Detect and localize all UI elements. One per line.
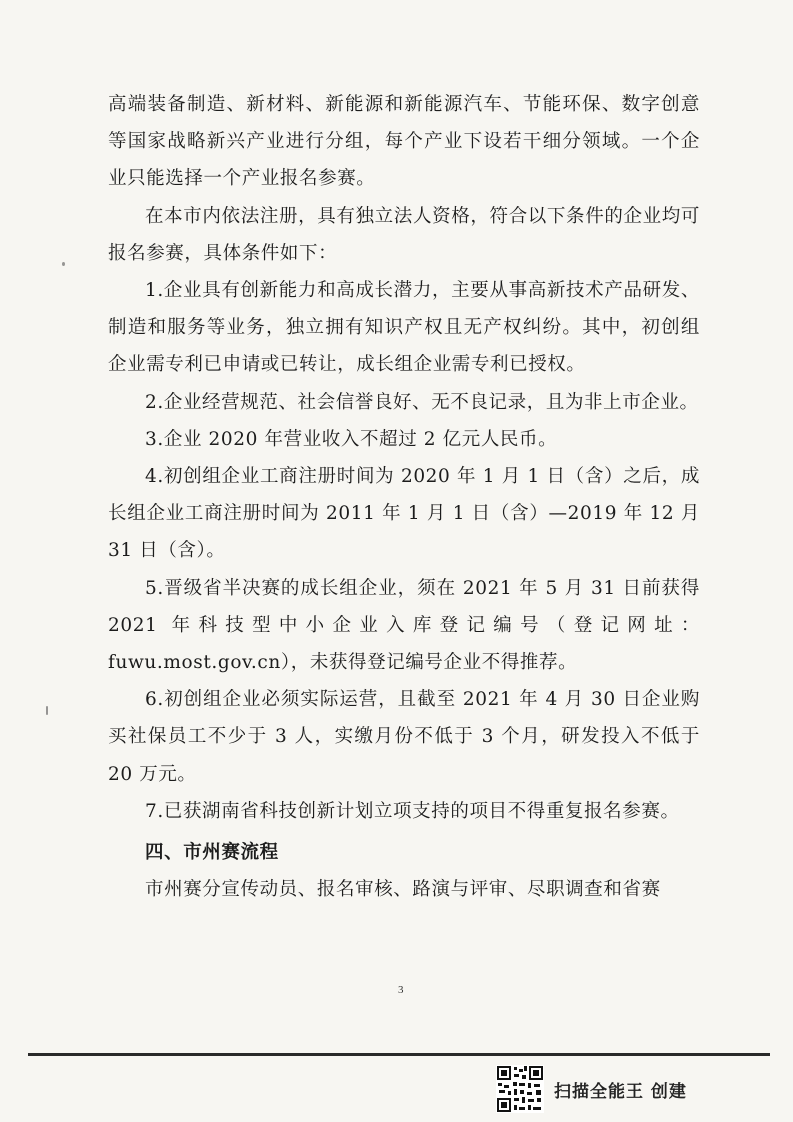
paragraph-condition-2: 2.企业经营规范、社会信誉良好、无不良记录，且为非上市企业。 bbox=[145, 391, 699, 413]
watermark-text: 扫描全能王 创建 bbox=[554, 1081, 687, 1102]
section-heading-process: 四、市州赛流程 bbox=[145, 842, 279, 864]
paragraph-condition-6: 6.初创组企业必须实际运营，且截至 2021 年 4 月 30 日企业购买社保员工不少于 3 人，实缴月份不低于 3 个月，研发投入不低于 20 万元。 bbox=[108, 689, 700, 785]
page-bottom-rule bbox=[28, 1053, 770, 1056]
qr-code-icon bbox=[496, 1065, 544, 1113]
scanner-watermark bbox=[496, 1062, 716, 1116]
page-number: 3 bbox=[398, 984, 404, 996]
paragraph-condition-4: 4.初创组企业工商注册时间为 2020 年 1 月 1 日（含）之后，成长组企业工商注册时间为 2011 年 1 月 1 日（含）—2019 年 12 月 31 日（含）。 bbox=[108, 466, 700, 562]
paragraph-condition-5: 5.晋级省半决赛的成长组企业，须在 2021 年 5 月 31 日前获得 2021 年科技型中小企业入库登记编号（登记网址：fuwu.most.gov.cn），未获得登记编号企业不得推荐。 bbox=[108, 577, 700, 674]
paragraph-condition-1: 1.企业具有创新能力和高成长潜力，主要从事高新技术产品研发、制造和服务等业务，独立拥有知识产权且无产权纠纷。其中，初创组企业需专利已申请或已转让，成长组企业需专利已授权。 bbox=[108, 280, 700, 376]
paragraph-process-intro: 市州赛分宣传动员、报名审核、路演与评审、尽职调查和省赛 bbox=[145, 879, 661, 901]
paragraph-continuation: 高端装备制造、新材料、新能源和新能源汽车、节能环保、数字创意等国家战略新兴产业进行分组，每个产业下设若干细分领域。一个企业只能选择一个产业报名参赛。 bbox=[108, 94, 700, 190]
document-body bbox=[108, 86, 700, 908]
paragraph-eligibility-intro: 在本市内依法注册，具有独立法人资格，符合以下条件的企业均可报名参赛，具体条件如下： bbox=[108, 205, 700, 264]
scan-speck bbox=[62, 262, 65, 266]
paragraph-condition-7: 7.已获湖南省科技创新计划立项支持的项目不得重复报名参赛。 bbox=[145, 800, 680, 822]
scan-speck bbox=[46, 706, 48, 715]
paragraph-condition-3: 3.企业 2020 年营业收入不超过 2 亿元人民币。 bbox=[145, 428, 558, 450]
